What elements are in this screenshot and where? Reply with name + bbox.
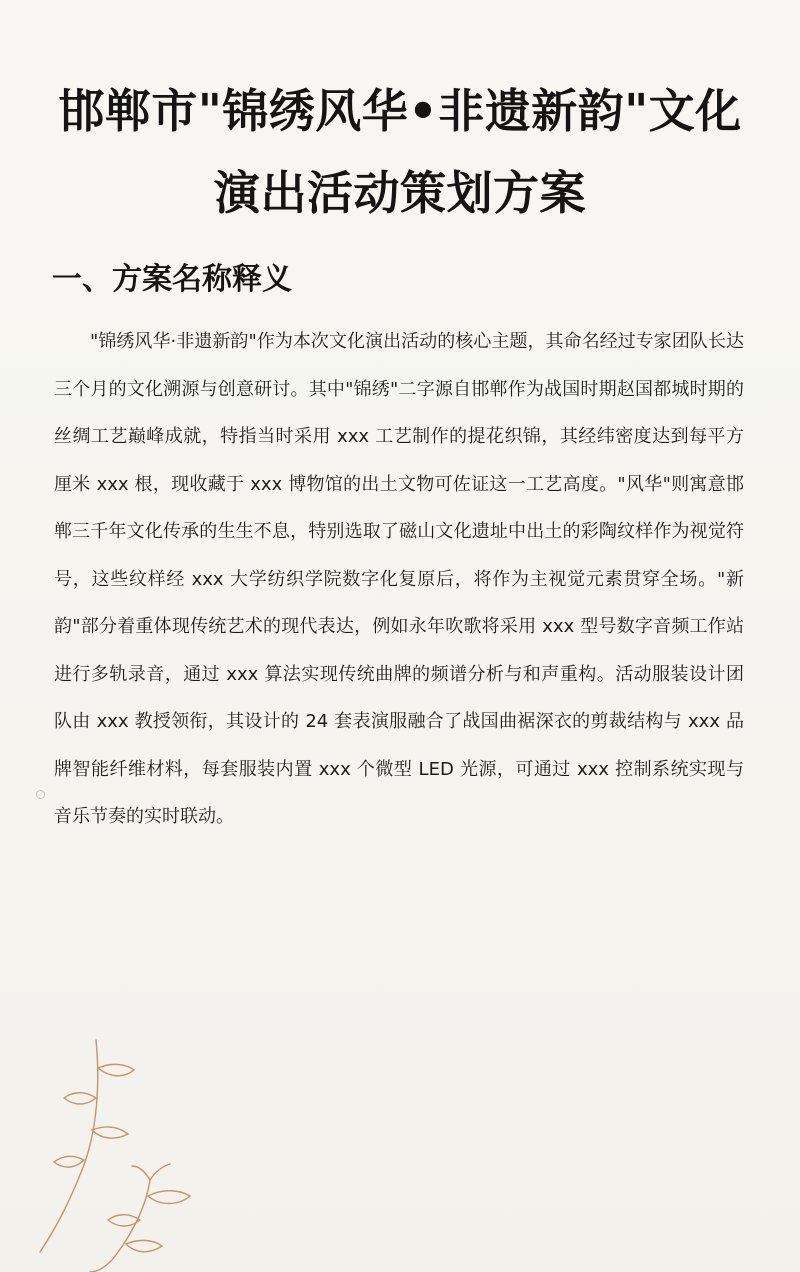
paper-speck [36, 790, 45, 799]
section-heading: 一、方案名称释义 [52, 262, 292, 297]
document-title: 邯郸市"锦绣风华•非遗新韵"文化演出活动策划方案 [58, 84, 742, 220]
body-paragraph: "锦绣风华·非遗新韵"作为本次文化演出活动的核心主题，其命名经过专家团队长达三个月的文化溯源与创意研讨。其中"锦绣"二字源自邯郸作为战国时期赵国都城时期的丝绸工艺巅峰成就，特指当时采用 xxx 工艺制作的提花织锦，其经纬密度达到每平方厘米 xxx 根，现收藏于 xxx 博物馆的出土文物可佐证这一工艺高度。"风华"则寓意邯郸三千年文化传承的生生不息，特别选取了磁山文化遗址中出土的彩陶纹样作为视觉符号，这些纹样经 xxx 大学纺织学院数字化复原后，将作为主视觉元素贯穿全场。"新韵"部分着重体现传统艺术的现代表达，例如永年吹歌将采用 xxx 型号数字音频工作站进行多轨录音，通过 xxx 算法实现传统曲牌的频谱分析与和声重构。活动服装设计团队由 xxx 教授领衔，其设计的 24 套表演服融合了战国曲裾深衣的剪裁结构与 xxx 品牌智能纤维材料，每套服装内置 xxx 个微型 LED 光源，可通过 xxx 控制系统实现与音乐节奏的实时联动。 [54, 331, 744, 827]
botanical-branch-icon [0, 1020, 240, 1272]
